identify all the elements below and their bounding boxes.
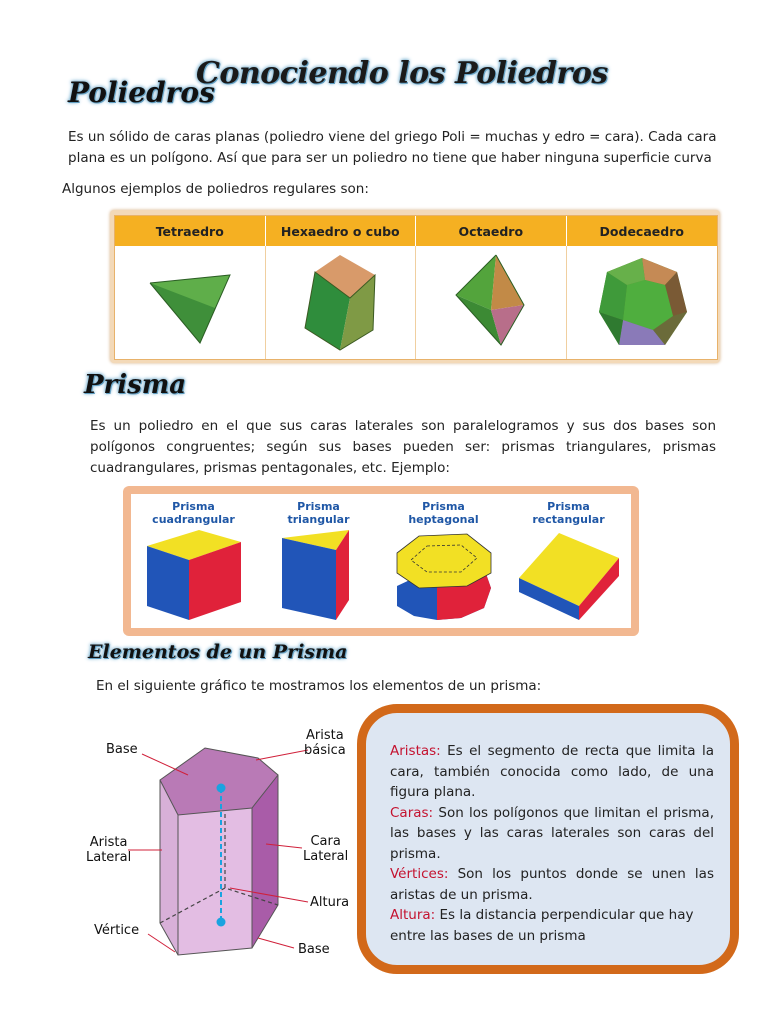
prism-heptagonal xyxy=(381,494,506,628)
definition-altura: Altura: Es la distancia perpendicular que hay entre las bases de un prisma xyxy=(390,907,694,944)
prism-label: Prisma rectangular xyxy=(532,500,605,526)
polyhedra-header-octaedro: Octaedro xyxy=(416,216,567,246)
tetrahedron-image xyxy=(115,246,266,359)
polyhedra-table xyxy=(114,215,718,360)
prism-cuadrangular xyxy=(131,494,256,628)
section-heading-poliedros: Poliedros xyxy=(68,76,215,109)
octahedron-image xyxy=(416,246,567,359)
polyhedra-header-hexaedro: Hexaedro o cubo xyxy=(266,216,417,246)
polyhedra-table-frame xyxy=(110,210,720,363)
label-altura: Altura xyxy=(310,895,350,910)
prism-examples-frame xyxy=(123,486,639,636)
definitions-text xyxy=(390,741,714,946)
section-heading-elementos: Elementos de un Prisma xyxy=(88,641,348,663)
label-arista-basica: Arista básica xyxy=(304,728,346,758)
polyhedra-header-tetraedro: Tetraedro xyxy=(115,216,266,246)
prisma-paragraph: Es un poliedro en el que sus caras laterales son paralelogramos y sus dos bases son polígonos congruentes; según sus bases pueden ser: prismas triangulares, prismas cuadrangulares, prismas pentagonales, etc. Ejemplo: xyxy=(90,418,716,476)
section-heading-prisma: Prisma xyxy=(84,370,187,400)
label-vertice: Vértice xyxy=(94,923,140,938)
elementos-lead: En el siguiente gráfico te mostramos los elementos de un prisma: xyxy=(96,678,542,694)
examples-lead: Algunos ejemplos de poliedros regulares son: xyxy=(62,181,369,197)
definition-caras: Caras: Son los polígonos que limitan el prisma, las bases y las caras laterales son caras del prisma. xyxy=(390,804,714,862)
label-arista-lateral: Arista Lateral xyxy=(86,835,132,865)
definition-vertices: Vértices: Son los puntos donde se unen las aristas de un prisma. xyxy=(390,866,714,903)
prism-label: Prisma cuadrangular xyxy=(152,500,235,526)
label-base-top: Base xyxy=(106,742,138,757)
prism-examples xyxy=(131,494,631,628)
cube-image xyxy=(266,246,417,359)
polyhedra-header-dodecaedro: Dodecaedro xyxy=(567,216,718,246)
prism-triangular xyxy=(256,494,381,628)
page-title: Conociendo los Poliedros xyxy=(196,56,608,91)
label-base-bottom: Base xyxy=(298,942,330,957)
label-cara-lateral: Cara Lateral xyxy=(303,834,349,864)
prism-label: Prisma heptagonal xyxy=(408,500,479,526)
dodecahedron-image xyxy=(567,246,718,359)
intro-paragraph: Es un sólido de caras planas (poliedro viene del griego Poli = muchas y edro = cara). Cada cara plana es un polígono. Así que para ser un poliedro no tiene que haber ninguna superficie curva xyxy=(68,129,717,166)
definition-aristas: Aristas: Es el segmento de recta que limita la cara, también conocida como lado, de una figura plana. xyxy=(390,743,714,800)
prism-label: Prisma triangular xyxy=(287,500,350,526)
definitions-box xyxy=(357,704,739,974)
prism-rectangular xyxy=(506,494,631,628)
